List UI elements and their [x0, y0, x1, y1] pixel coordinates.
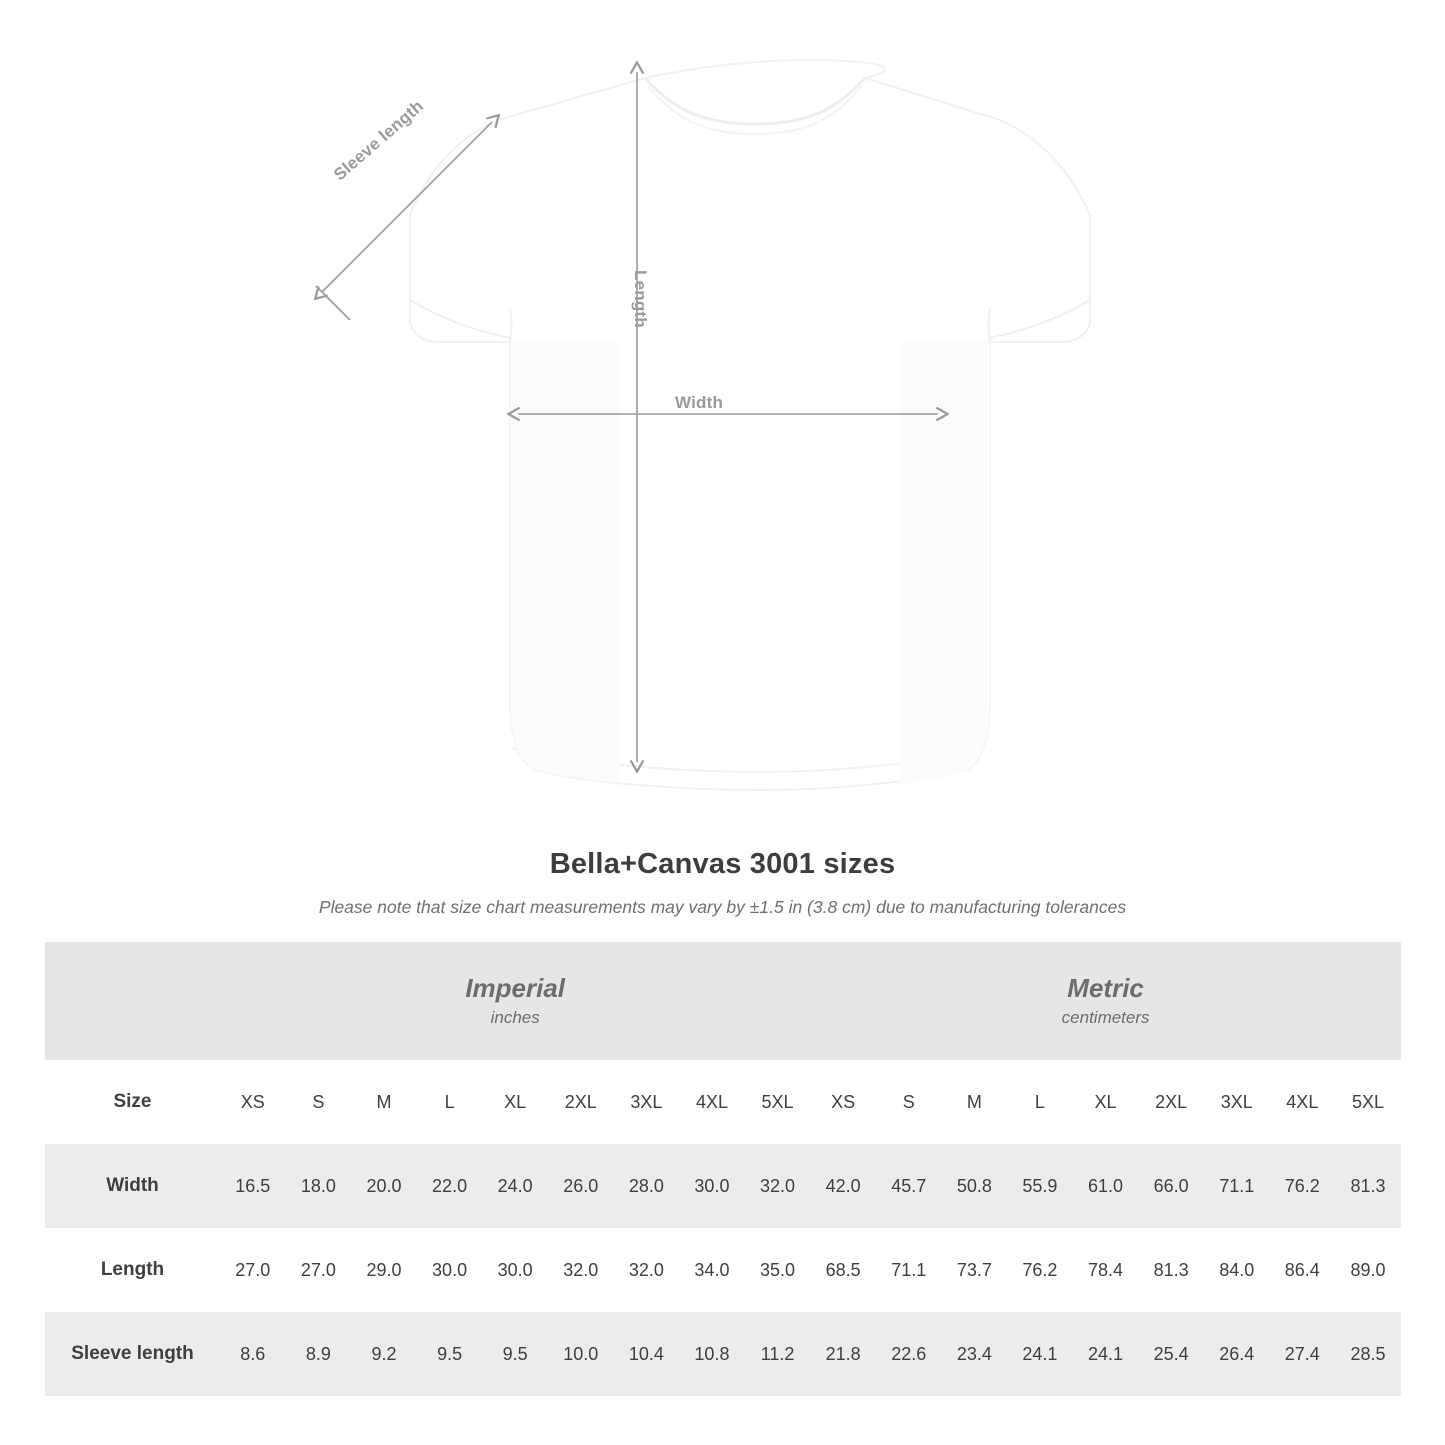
size-header-imperial-xl: XL [482, 1060, 548, 1144]
size-header-metric-m: M [942, 1060, 1008, 1144]
cell-length-imperial-s: 27.0 [286, 1228, 352, 1312]
sleeve-length-label: Sleeve length [330, 96, 428, 185]
cell-length-metric-3xl: 84.0 [1204, 1228, 1270, 1312]
tolerance-note: Please note that size chart measurements may vary by ±1.5 in (3.8 cm) due to manufacturing tolerances [318, 897, 1127, 917]
cell-sleeve-imperial-3xl: 10.4 [614, 1312, 680, 1396]
size-header-imperial-m: M [351, 1060, 417, 1144]
size-table-wrapper [45, 942, 1400, 1396]
cell-width-metric-3xl: 71.1 [1204, 1144, 1270, 1228]
sleeve-length-tick [316, 286, 350, 320]
cell-width-imperial-4xl: 30.0 [679, 1144, 745, 1228]
width-label: Width [675, 393, 724, 412]
cell-sleeve-metric-l: 24.1 [1007, 1312, 1073, 1396]
size-header-imperial-2xl: 2XL [548, 1060, 614, 1144]
cell-sleeve-metric-s: 22.6 [876, 1312, 942, 1396]
cell-length-imperial-4xl: 34.0 [679, 1228, 745, 1312]
cell-length-imperial-xl: 30.0 [482, 1228, 548, 1312]
cell-length-metric-5xl: 89.0 [1335, 1228, 1401, 1312]
size-header-metric-xl: XL [1073, 1060, 1139, 1144]
cell-width-metric-4xl: 76.2 [1270, 1144, 1336, 1228]
size-header-metric-xs: XS [810, 1060, 876, 1144]
cell-width-metric-xl: 61.0 [1073, 1144, 1139, 1228]
cell-width-imperial-3xl: 28.0 [614, 1144, 680, 1228]
row-label-width: Width [45, 1144, 220, 1228]
page-title: Bella+Canvas 3001 sizes [549, 848, 896, 880]
unit-sub-imperial: inches [490, 1008, 540, 1028]
cell-length-imperial-xs: 27.0 [220, 1228, 286, 1312]
unit-name-metric: Metric [1067, 972, 1144, 1003]
cell-width-imperial-5xl: 32.0 [745, 1144, 811, 1228]
unit-sub-metric: centimeters [1061, 1008, 1150, 1028]
cell-sleeve-metric-2xl: 25.4 [1138, 1312, 1204, 1396]
cell-length-metric-m: 73.7 [942, 1228, 1008, 1312]
cell-length-metric-s: 71.1 [876, 1228, 942, 1312]
unit-header-row [45, 942, 1401, 1060]
cell-length-metric-xs: 68.5 [810, 1228, 876, 1312]
size-header-metric-4xl: 4XL [1270, 1060, 1336, 1144]
cell-length-imperial-3xl: 32.0 [614, 1228, 680, 1312]
cell-sleeve-imperial-l: 9.5 [417, 1312, 483, 1396]
cell-width-metric-l: 55.9 [1007, 1144, 1073, 1228]
size-header-imperial-l: L [417, 1060, 483, 1144]
cell-sleeve-imperial-s: 8.9 [286, 1312, 352, 1396]
size-table [45, 942, 1401, 1396]
cell-sleeve-imperial-2xl: 10.0 [548, 1312, 614, 1396]
table-row [45, 1228, 1401, 1312]
size-header-imperial-4xl: 4XL [679, 1060, 745, 1144]
row-label-sleeve-length: Sleeve length [45, 1312, 220, 1396]
size-header-metric-l: L [1007, 1060, 1073, 1144]
table-row [45, 1144, 1401, 1228]
cell-sleeve-imperial-m: 9.2 [351, 1312, 417, 1396]
cell-sleeve-metric-xl: 24.1 [1073, 1312, 1139, 1396]
cell-sleeve-imperial-xl: 9.5 [482, 1312, 548, 1396]
table-row [45, 1312, 1401, 1396]
cell-sleeve-imperial-5xl: 11.2 [745, 1312, 811, 1396]
cell-width-imperial-m: 20.0 [351, 1144, 417, 1228]
cell-width-imperial-2xl: 26.0 [548, 1144, 614, 1228]
size-header-metric-5xl: 5XL [1335, 1060, 1401, 1144]
cell-sleeve-metric-5xl: 28.5 [1335, 1312, 1401, 1396]
size-header-row [45, 1060, 1401, 1144]
cell-width-metric-2xl: 66.0 [1138, 1144, 1204, 1228]
cell-length-imperial-5xl: 35.0 [745, 1228, 811, 1312]
cell-width-metric-s: 45.7 [876, 1144, 942, 1228]
cell-sleeve-metric-m: 23.4 [942, 1312, 1008, 1396]
cell-sleeve-imperial-4xl: 10.8 [679, 1312, 745, 1396]
cell-width-metric-5xl: 81.3 [1335, 1144, 1401, 1228]
unit-group-metric [810, 942, 1400, 1060]
cell-length-metric-l: 76.2 [1007, 1228, 1073, 1312]
unit-group-imperial [220, 942, 810, 1060]
cell-length-imperial-m: 29.0 [351, 1228, 417, 1312]
cell-width-metric-xs: 42.0 [810, 1144, 876, 1228]
unit-name-imperial: Imperial [465, 972, 566, 1003]
cell-length-imperial-l: 30.0 [417, 1228, 483, 1312]
unit-header-spacer [45, 942, 220, 1060]
tshirt-shape [410, 60, 1090, 790]
cell-sleeve-metric-3xl: 26.4 [1204, 1312, 1270, 1396]
title-block [0, 848, 1445, 918]
cell-width-imperial-l: 22.0 [417, 1144, 483, 1228]
cell-length-metric-4xl: 86.4 [1270, 1228, 1336, 1312]
cell-length-metric-2xl: 81.3 [1138, 1228, 1204, 1312]
size-header-imperial-5xl: 5XL [745, 1060, 811, 1144]
size-header-imperial-3xl: 3XL [614, 1060, 680, 1144]
size-header-metric-2xl: 2XL [1138, 1060, 1204, 1144]
cell-width-imperial-s: 18.0 [286, 1144, 352, 1228]
size-header-imperial-s: S [286, 1060, 352, 1144]
size-header-label: Size [45, 1060, 220, 1144]
row-label-length: Length [45, 1228, 220, 1312]
size-header-imperial-xs: XS [220, 1060, 286, 1144]
cell-sleeve-metric-xs: 21.8 [810, 1312, 876, 1396]
cell-length-imperial-2xl: 32.0 [548, 1228, 614, 1312]
cell-sleeve-metric-4xl: 27.4 [1270, 1312, 1336, 1396]
cell-sleeve-imperial-xs: 8.6 [220, 1312, 286, 1396]
cell-width-imperial-xs: 16.5 [220, 1144, 286, 1228]
size-header-metric-s: S [876, 1060, 942, 1144]
cell-width-metric-m: 50.8 [942, 1144, 1008, 1228]
cell-width-imperial-xl: 24.0 [482, 1144, 548, 1228]
length-label: Length [631, 270, 650, 328]
cell-length-metric-xl: 78.4 [1073, 1228, 1139, 1312]
size-header-metric-3xl: 3XL [1204, 1060, 1270, 1144]
